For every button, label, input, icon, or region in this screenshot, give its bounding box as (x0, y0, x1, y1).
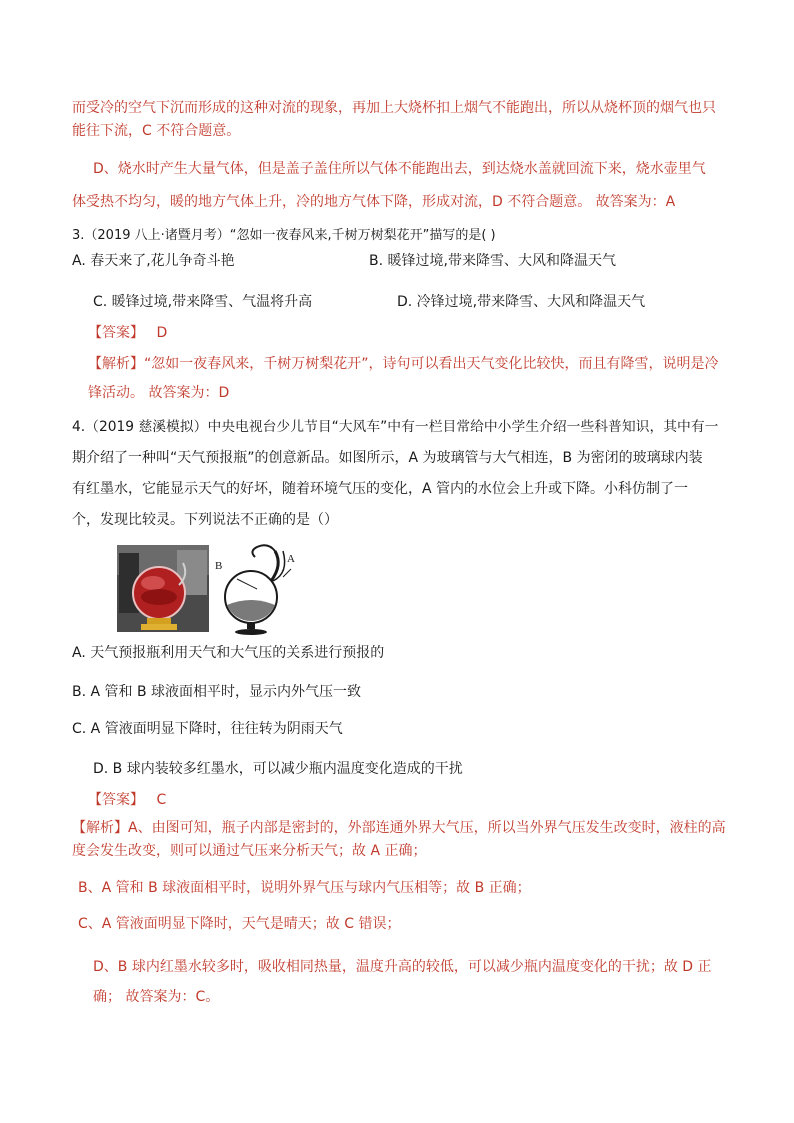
answer-value: D (156, 325, 168, 341)
text-line: 有红墨水，它能显示天气的好坏，随着环境气压的变化，A 管内的水位会上升或下降。小科仿制了一 (72, 481, 689, 497)
text-line: C、A 管液面明显下降时，天气是晴天；故 C 错误； (78, 916, 401, 932)
text-line: 体受热不均匀，暖的地方气体上升，冷的地方气体下降，形成对流，D 不符合题意。 故答案为：A (72, 194, 676, 210)
label-a: A (287, 553, 295, 565)
answer-label: 【答案】 (88, 325, 144, 341)
explanation-text: “忽如一夜春风来，千树万树梨花开”，诗句可以看出天气变化比较快，而且有降雪，说明是冷 (144, 356, 719, 372)
text-line: 能往下流，C 不符合题意。 (72, 123, 241, 139)
q3-explanation (88, 354, 719, 374)
q4-option-a: A. 天气预报瓶利用天气和大气压的关系进行预报的 (72, 645, 385, 661)
question-4: 4.（2019 慈溪模拟）中央电视台少儿节目“大风车”中有一栏目常给中小学生介绍一些科普知识，其中有一 (72, 419, 719, 435)
explanation-label: 【解析】 (72, 820, 128, 836)
weather-bottle-diagram (213, 543, 303, 636)
text-line: 期介绍了一种叫“天气预报瓶”的创意新品。如图所示，A 为玻璃管与大气相连，B 为密闭的玻璃球内装 (72, 450, 703, 466)
answer-value: C (156, 792, 167, 808)
text-line: B、A 管和 B 球液面相平时，说明外界气压与球内气压相等；故 B 正确； (78, 880, 531, 896)
q4-answer (88, 790, 166, 810)
q4-option-c: C. A 管液面明显下降时，往往转为阴雨天气 (72, 721, 343, 737)
text-line: 锋活动。 故答案为：D (88, 385, 230, 401)
q3-option-c: C. 暖锋过境,带来降雪、气温将升高 (93, 294, 313, 310)
answer-label: 【答案】 (88, 792, 144, 808)
q3-option-b: B. 暖锋过境,带来降雪、大风和降温天气 (369, 253, 616, 269)
q4-explanation (72, 818, 726, 838)
q4-option-d: D. B 球内装较多红墨水，可以减少瓶内温度变化造成的干扰 (93, 761, 463, 777)
q3-option-d: D. 冷锋过境,带来降雪、大风和降温天气 (397, 294, 646, 310)
question-3: 3.（2019 八上·诸暨月考）“忽如一夜春风来,千树万树梨花开”描写的是( ) (72, 228, 496, 243)
q4-option-b: B. A 管和 B 球液面相平时，显示内外气压一致 (72, 684, 362, 700)
explanation-text: A、由图可知，瓶子内部是密封的，外部连通外界大气压，所以当外界气压发生改变时，液柱的高 (128, 820, 726, 836)
text-line: 而受冷的空气下沉而形成的这种对流的现象，再加上大烧杯扣上烟气不能跑出，所以从烧杯顶的烟气也只 (72, 100, 716, 116)
text-line: 确； 故答案为：C。 (93, 989, 220, 1005)
label-b: B (215, 560, 223, 572)
weather-bottle-photo (117, 545, 209, 632)
text-line: 度会发生改变，则可以通过气压来分析天气；故 A 正确； (72, 843, 427, 859)
q3-answer (88, 323, 167, 343)
text-line: D、烧水时产生大量气体，但是盖子盖住所以气体不能跑出去，到达烧水盖就回流下来，烧水壶里气 (93, 161, 706, 177)
text-line: D、B 球内红墨水较多时，吸收相同热量，温度升高的较低，可以减少瓶内温度变化的干扰；故 D 正 (93, 959, 712, 975)
explanation-label: 【解析】 (88, 356, 144, 372)
q3-option-a: A. 春天来了,花儿争奇斗艳 (72, 253, 235, 269)
text-line: 个，发现比较灵。下列说法不正确的是（） (72, 512, 338, 528)
